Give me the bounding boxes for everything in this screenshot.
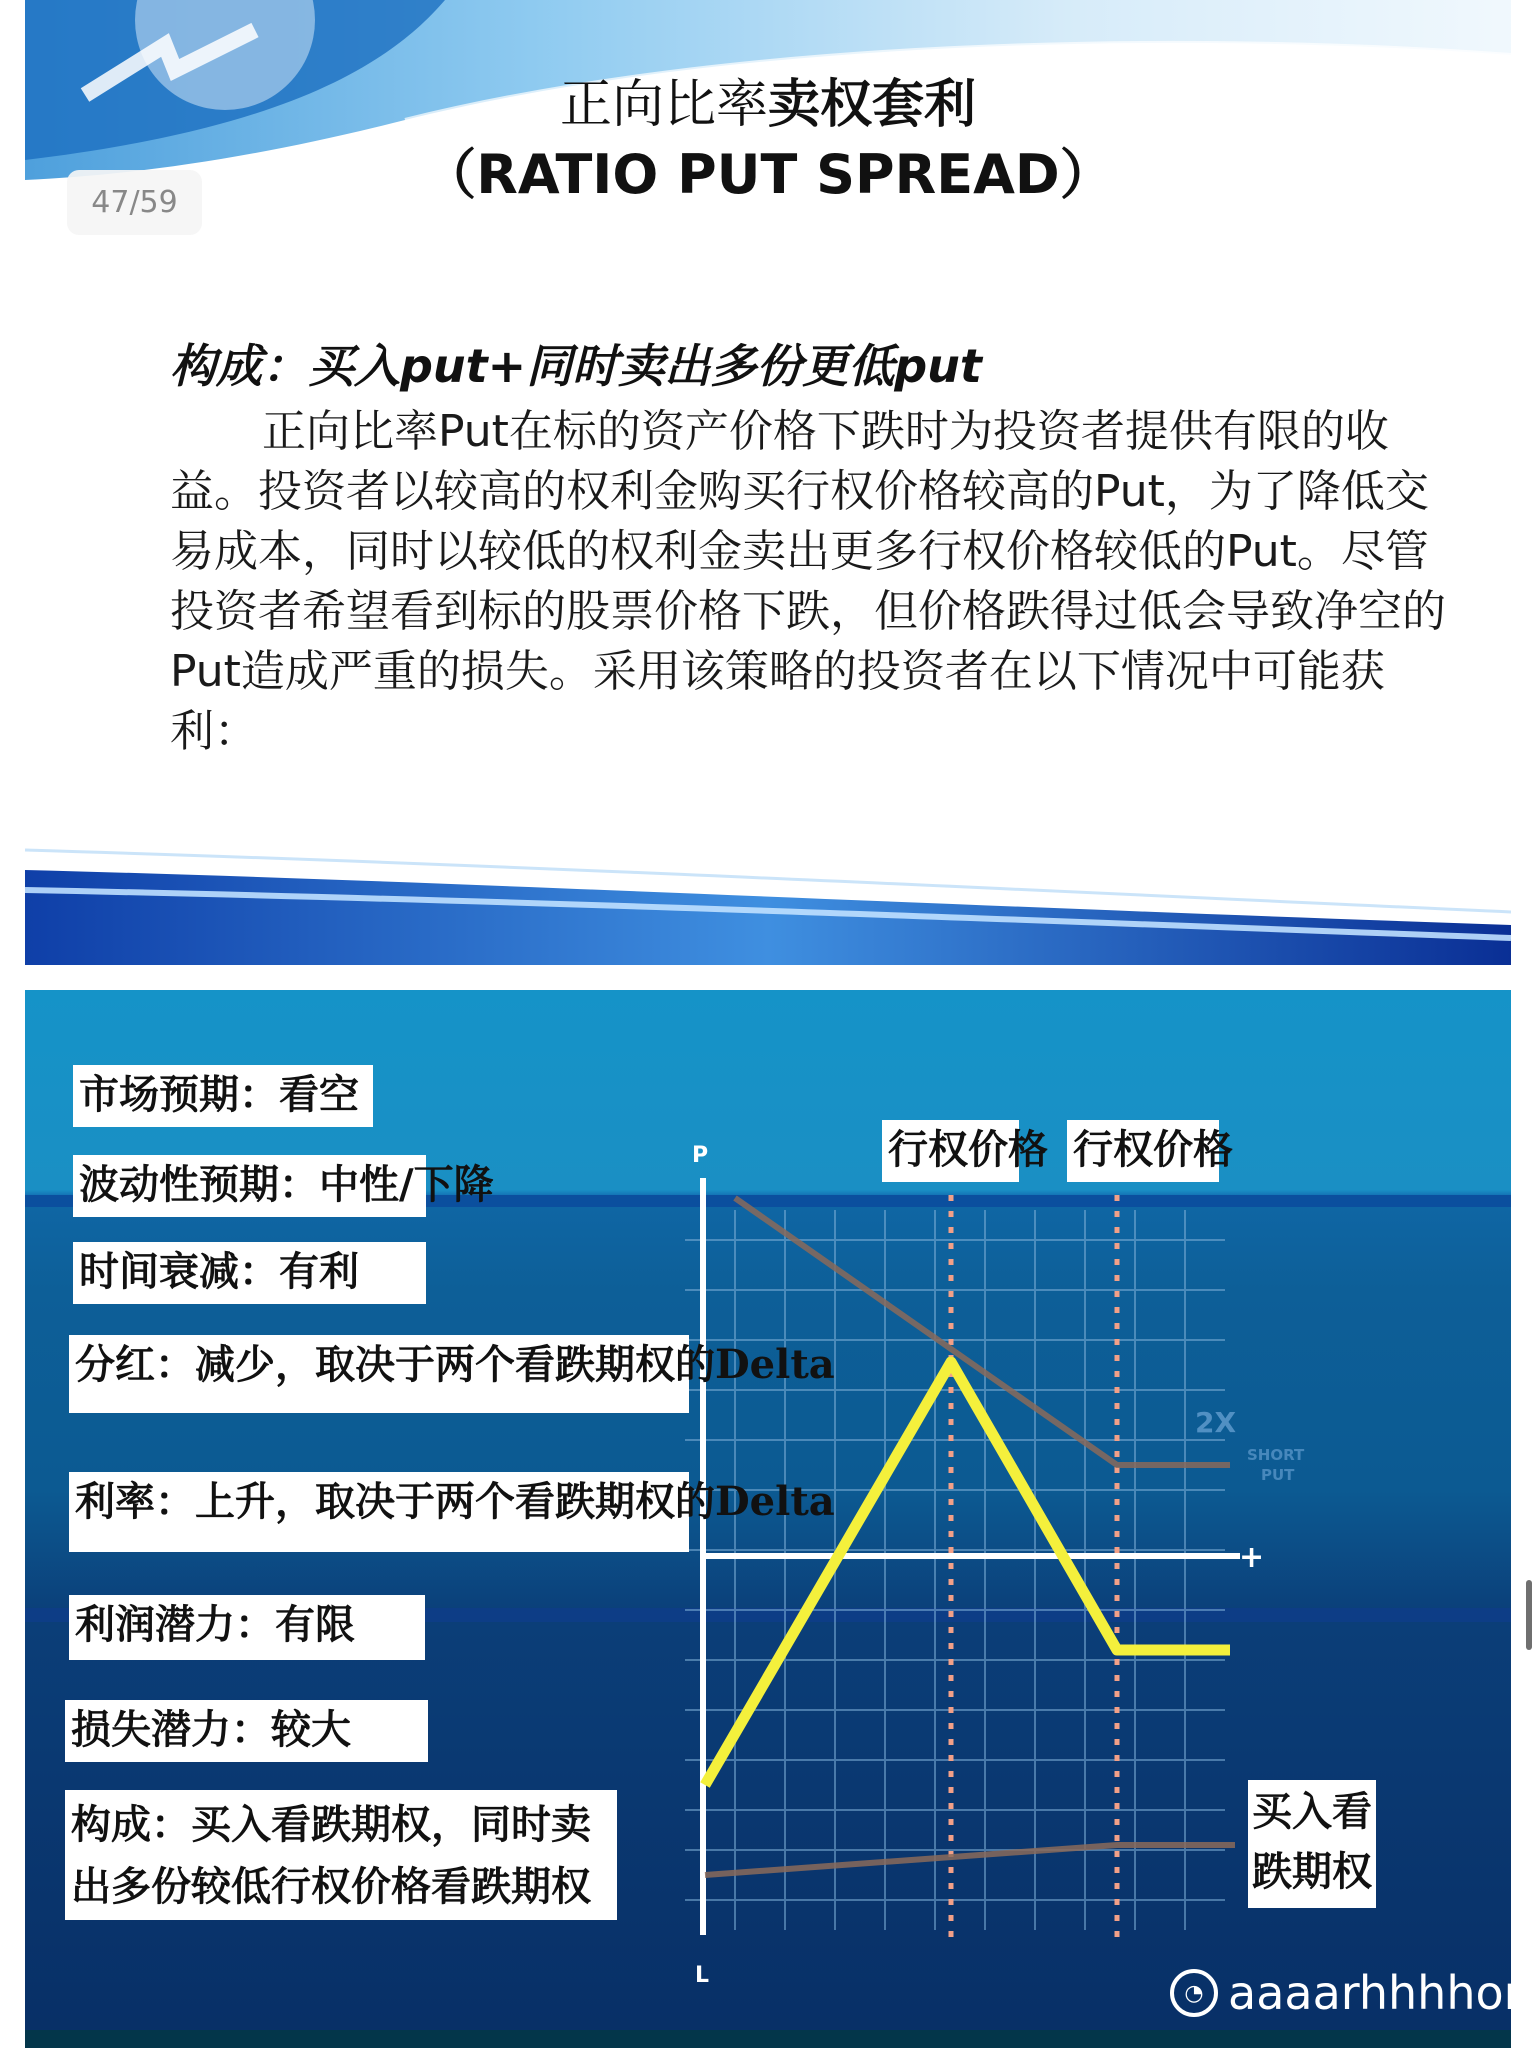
scrollbar-thumb[interactable] [1526, 1580, 1532, 1650]
slide-2 [25, 990, 1511, 2048]
weibo-icon: ◔ [1170, 1969, 1218, 2017]
short-put-label-line2: PUT [1261, 1466, 1295, 1484]
time-decay-label: 时间衰减：有利 [73, 1242, 426, 1304]
dividend-label: 分红：减少，取决于两个看跌期权的Delta [69, 1335, 689, 1413]
strike-price-label-high: 行权价格 [882, 1120, 1019, 1182]
slide-title-line2: （RATIO PUT SPREAD） [422, 143, 1114, 206]
page-counter-badge: 47/59 [67, 170, 202, 235]
short-put-ratio: 2X [1195, 1406, 1237, 1439]
loss-potential-label: 损失潜力：较大 [65, 1700, 428, 1762]
short-put-label-line1: SHORT [1247, 1446, 1305, 1464]
title-bold-part: 卖权套利 [768, 75, 977, 135]
slide-title-line1 [25, 62, 1511, 137]
watermark [1170, 1958, 1533, 2028]
chart-grid [685, 1210, 1225, 1930]
slide-1 [25, 0, 1511, 965]
axis-bottom-label: L [695, 1963, 710, 1988]
market-expectation-label: 市场预期：看空 [73, 1065, 373, 1127]
profit-potential-label: 利润潜力：有限 [69, 1595, 425, 1660]
strategy-description: 正向比率Put在标的资产价格下跌时为投资者提供有限的收益。投资者以较高的权利金购买行权价格较高的Put，为了降低交易成本，同时以较低的权利金卖出更多行权价格较低的Put。尽管投资者希望看到标的股票价格下跌，但价格跌得过低会导致净空的Put造成严重的损失。采用该策略的投资者在以下情况中可能获利： [170, 406, 1446, 757]
interest-rate-label: 利率：上升，取决于两个看跌期权的Delta [69, 1472, 689, 1552]
footer-wave-decoration [25, 820, 1511, 965]
composition-subtitle: 构成：买入put+同时卖出多份更低put [170, 339, 982, 393]
plus-sign: + [1239, 1540, 1265, 1575]
net-payoff-line [705, 1362, 1230, 1785]
watermark-text: aaaarhhhhon [1228, 1966, 1533, 2020]
long-put-label: 买入看跌期权 [1248, 1780, 1376, 1908]
volatility-expectation-label: 波动性预期：中性/下降 [73, 1155, 426, 1217]
composition-label: 构成：买入看跌期权，同时卖出多份较低行权价格看跌期权 [65, 1790, 617, 1920]
strike-price-label-low: 行权价格 [1067, 1120, 1219, 1182]
title-regular-part: 正向比率 [559, 75, 768, 135]
axis-top-label: P [692, 1143, 709, 1168]
